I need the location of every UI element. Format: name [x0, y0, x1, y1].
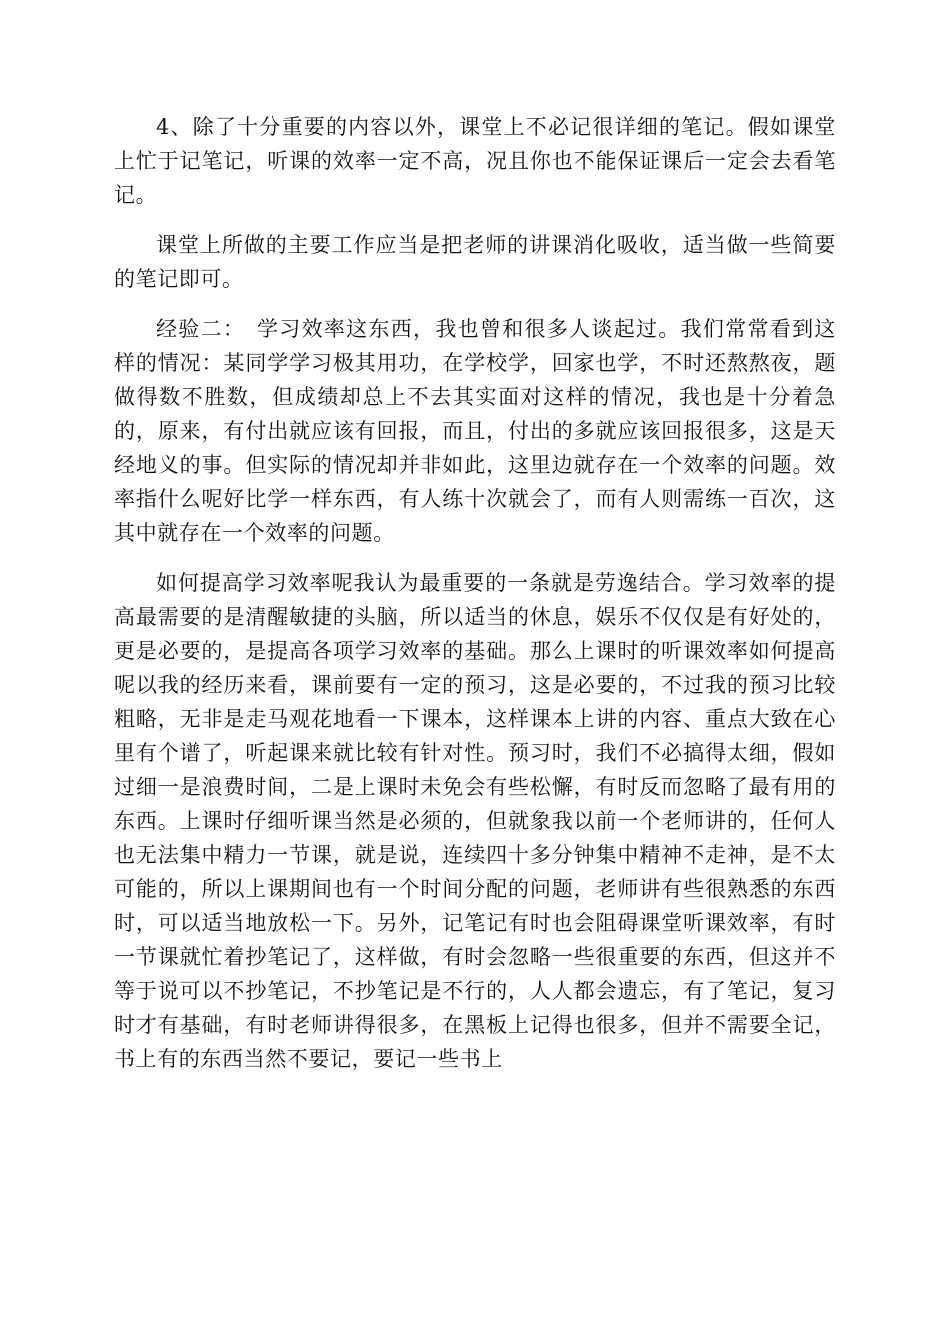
- paragraph-experience-two: 经验二： 学习效率这东西，我也曾和很多人谈起过。我们常常看到这样的情况：某同学学习极其用功，在学校学，回家也学，不时还熬熬夜，题做得数不胜数，但成绩却总上不去其实面对这样的情况，我也是十分着急的，原来，有付出就应该有回报，而且，付出的多就应该回报很多，这是天经地义的事。但实际的情况却并非如此，这里边就存在一个效率的问题。效率指什么呢好比学一样东西，有人练十次就会了，而有人则需练一百次，这其中就存在一个效率的问题。: [114, 317, 836, 545]
- paragraph-improve-efficiency: 如何提高学习效率呢我认为最重要的一条就是劳逸结合。学习效率的提高最需要的是清醒敏捷的头脑，所以适当的休息，娱乐不仅仅是有好处的，更是必要的，是提高各项学习效率的基础。那么上课时的听课效率如何提高呢以我的经历来看，课前要有一定的预习，这是必要的，不过我的预习比较粗略，无非是走马观花地看一下课本，这样课本上讲的内容、重点大致在心里有个谱了，听起课来就比较有针对性。预习时，我们不必搞得太细，假如过细一是浪费时间，二是上课时未免会有些松懈，有时反而忽略了最有用的东西。上课时仔细听课当然是必须的，但就象我以前一个老师讲的，任何人也无法集中精力一节课，就是说，连续四十多分钟集中精神不走神，是不太可能的，所以上课期间也有一个时间分配的问题，老师讲有些很熟悉的东西时，可以适当地放松一下。另外，记笔记有时也会阻碍课堂听课效率，有时一节课就忙着抄笔记了，这样做，有时会忽略一些很重要的东西，但这并不等于说可以不抄笔记，不抄笔记是不行的，人人都会遗忘，有了笔记，复习时才有基础，有时老师讲得很多，在黑板上记得也很多，但并不需要全记，书上有的东西当然不要记，要记一些书上: [114, 571, 836, 1071]
- paragraph-digest-lecture: 课堂上所做的主要工作应当是把老师的讲课消化吸收，适当做一些简要的笔记即可。: [114, 233, 836, 291]
- paragraph-note-taking: 4、除了十分重要的内容以外，课堂上不必记很详细的笔记。假如课堂上忙于记笔记，听课的效率一定不高，况且你也不能保证课后一定会去看笔记。: [114, 115, 836, 207]
- document-body: [114, 110, 836, 1092]
